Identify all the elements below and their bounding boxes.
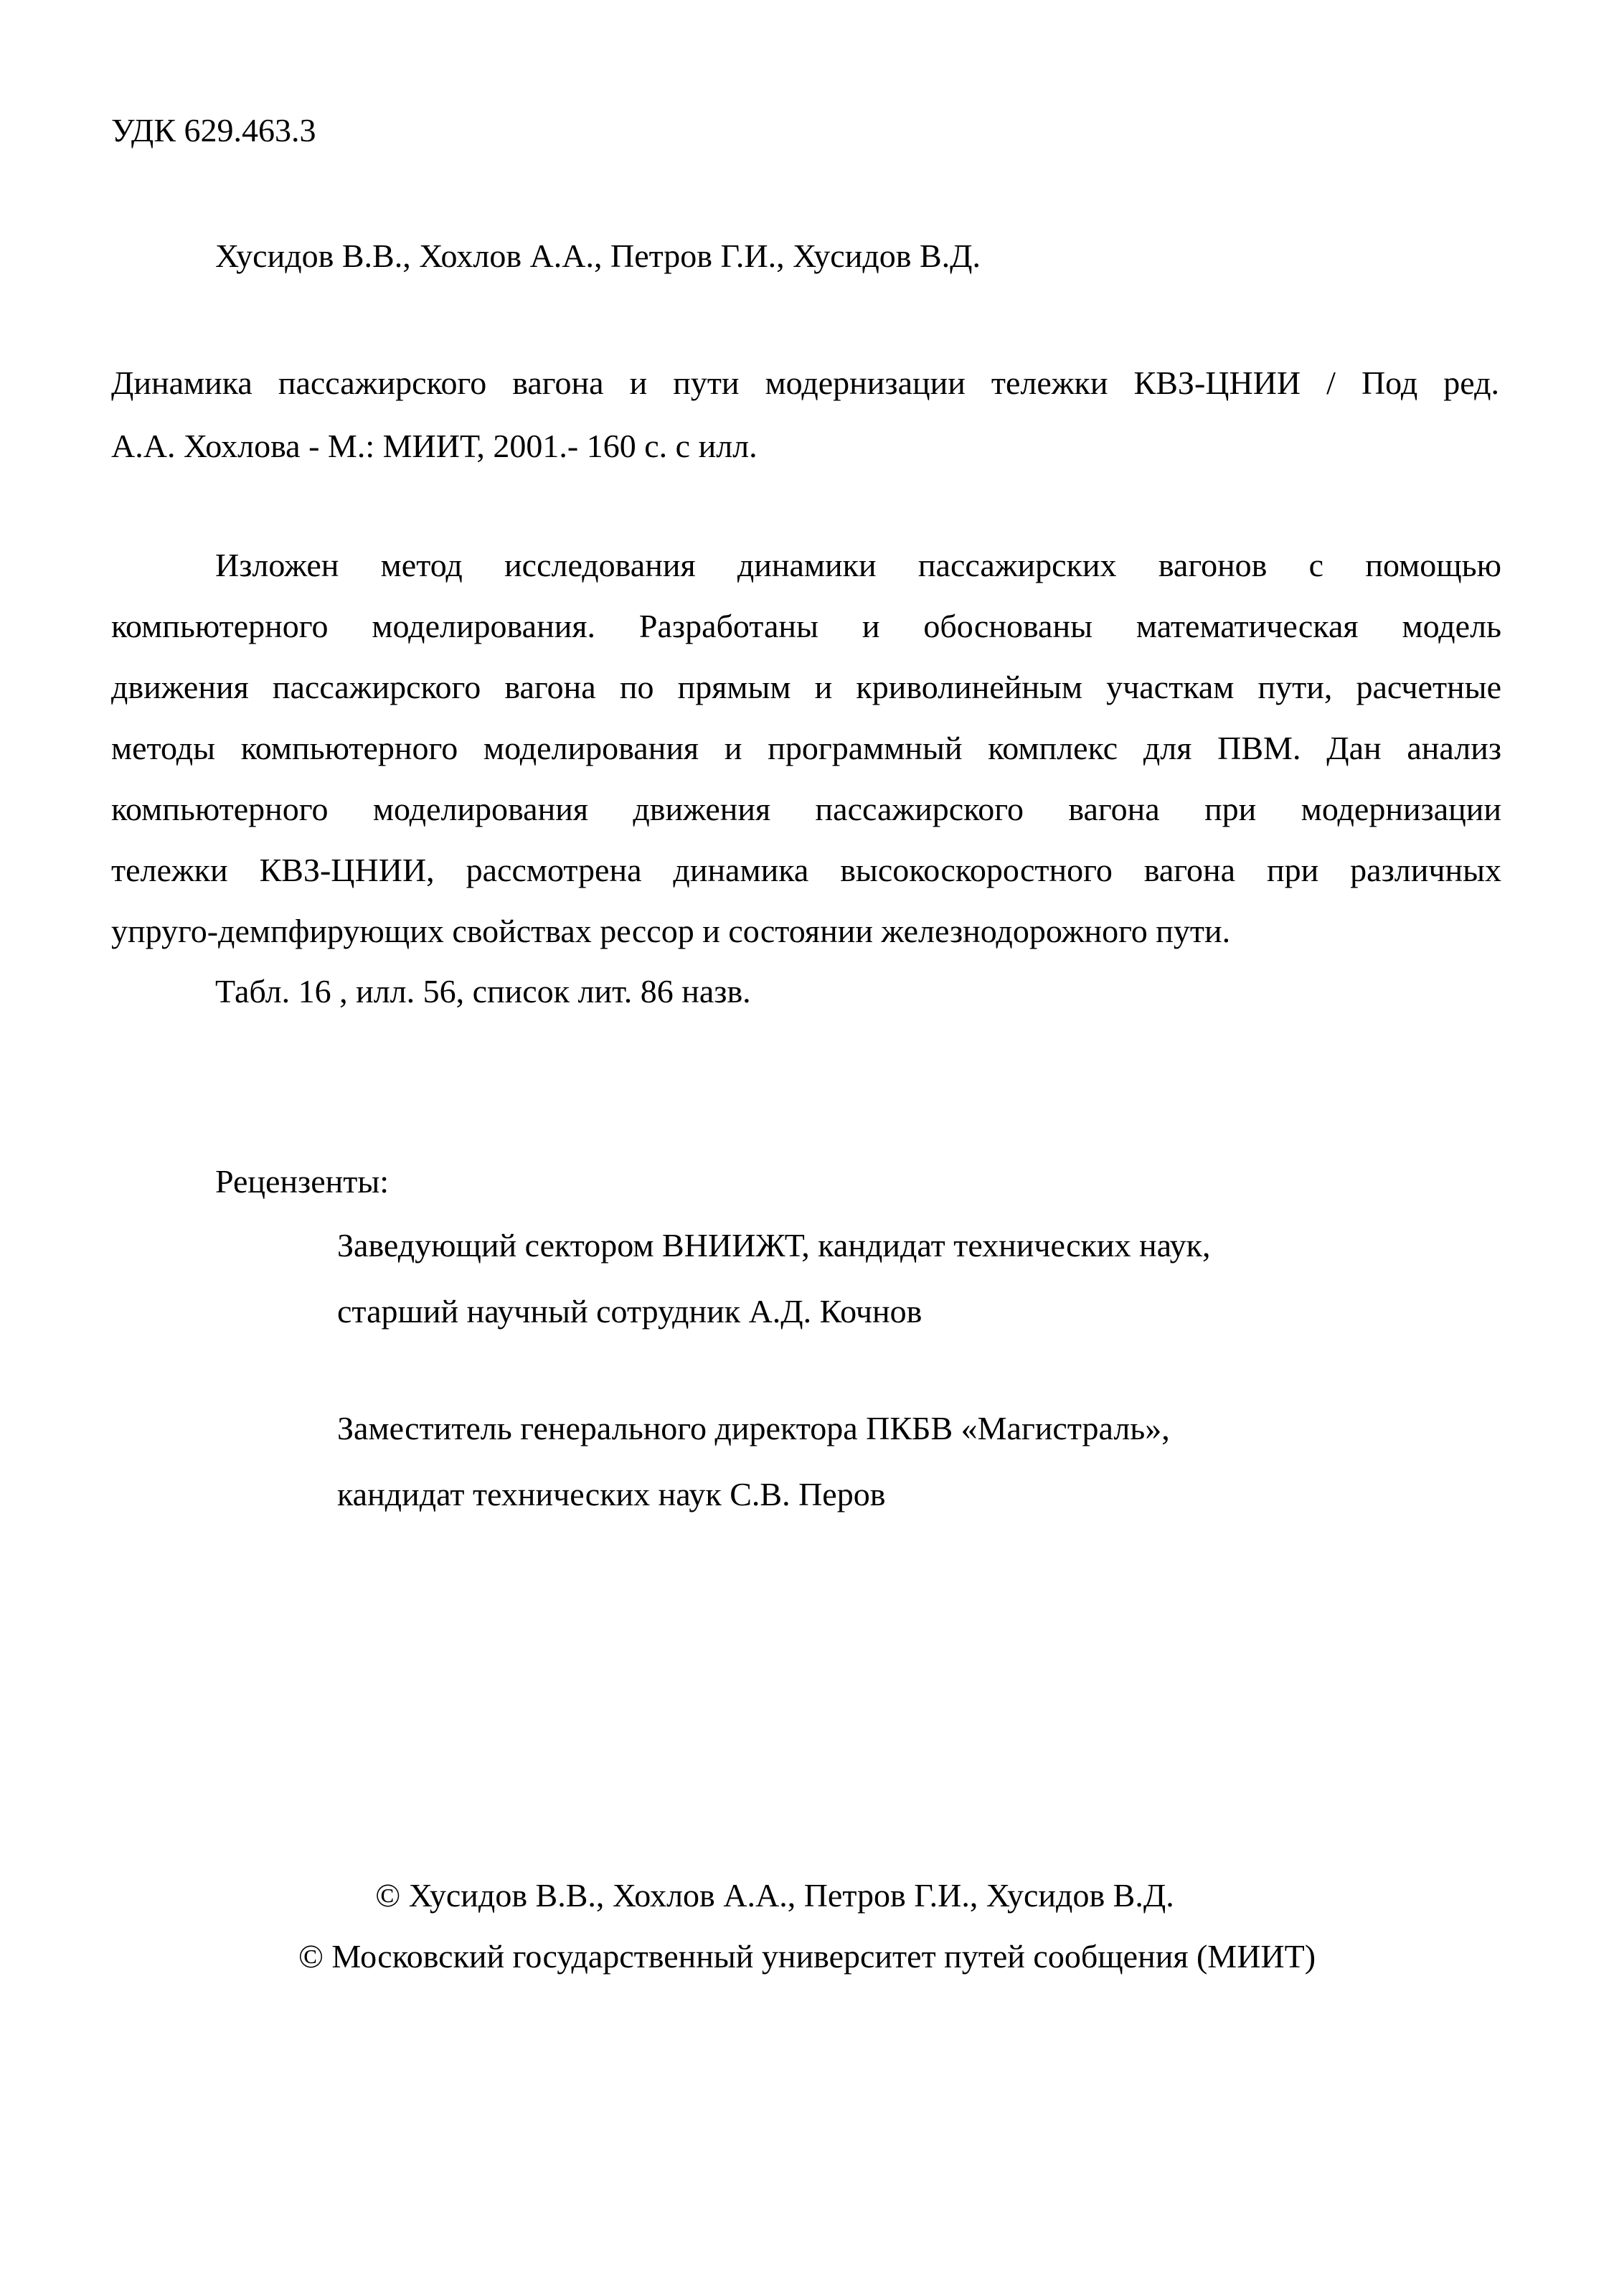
copyright-university: © Московский государственный университет путей сообщения (МИИТ) (298, 1938, 1316, 1975)
reviewer-line: кандидат технических наук С.В. Перов (337, 1476, 886, 1512)
publication-stats: Табл. 16 , илл. 56, список лит. 86 назв. (215, 973, 751, 1010)
reviewer-entry (337, 1396, 1170, 1528)
abstract-line: методы компьютерного моделирования и программный комплекс для ПВМ. Дан анализ (111, 730, 1501, 766)
abstract-line: движения пассажирского вагона по прямым и криволинейным участкам пути, расчетные (111, 669, 1501, 705)
udk-code: УДК 629.463.3 (111, 112, 316, 149)
bibliographic-record (111, 352, 1499, 478)
authors-line: Хусидов В.В., Хохлов А.А., Петров Г.И., Хусидов В.Д. (215, 237, 981, 274)
reviewers-heading: Рецензенты: (215, 1163, 390, 1200)
abstract-line: Изложен метод исследования динамики пассажирских вагонов с помощью (215, 547, 1501, 583)
bibliographic-line-2: А.А. Хохлова - М.: МИИТ, 2001.- 160 с. с илл. (111, 428, 758, 464)
bibliographic-line-1: Динамика пассажирского вагона и пути модернизации тележки КВЗ-ЦНИИ / Под ред. (111, 364, 1499, 401)
copyright-authors: © Хусидов В.В., Хохлов А.А., Петров Г.И., Хусидов В.Д. (375, 1877, 1174, 1914)
abstract-line: упруго-демпфирующих свойствах рессор и состоянии железнодорожного пути. (111, 913, 1231, 949)
abstract-paragraph (111, 535, 1501, 961)
abstract-line: тележки КВЗ-ЦНИИ, рассмотрена динамика высокоскоростного вагона при различных (111, 852, 1501, 888)
reviewer-line: старший научный сотрудник А.Д. Кочнов (337, 1293, 922, 1330)
abstract-line: компьютерного моделирования движения пассажирского вагона при модернизации (111, 791, 1501, 827)
reviewer-line: Заместитель генерального директора ПКБВ «Магистраль», (337, 1410, 1170, 1446)
reviewer-entry (337, 1213, 1211, 1345)
abstract-line: компьютерного моделирования. Разработаны и обоснованы математическая модель (111, 608, 1501, 644)
reviewer-line: Заведующий сектором ВНИИЖТ, кандидат технических наук, (337, 1227, 1211, 1264)
